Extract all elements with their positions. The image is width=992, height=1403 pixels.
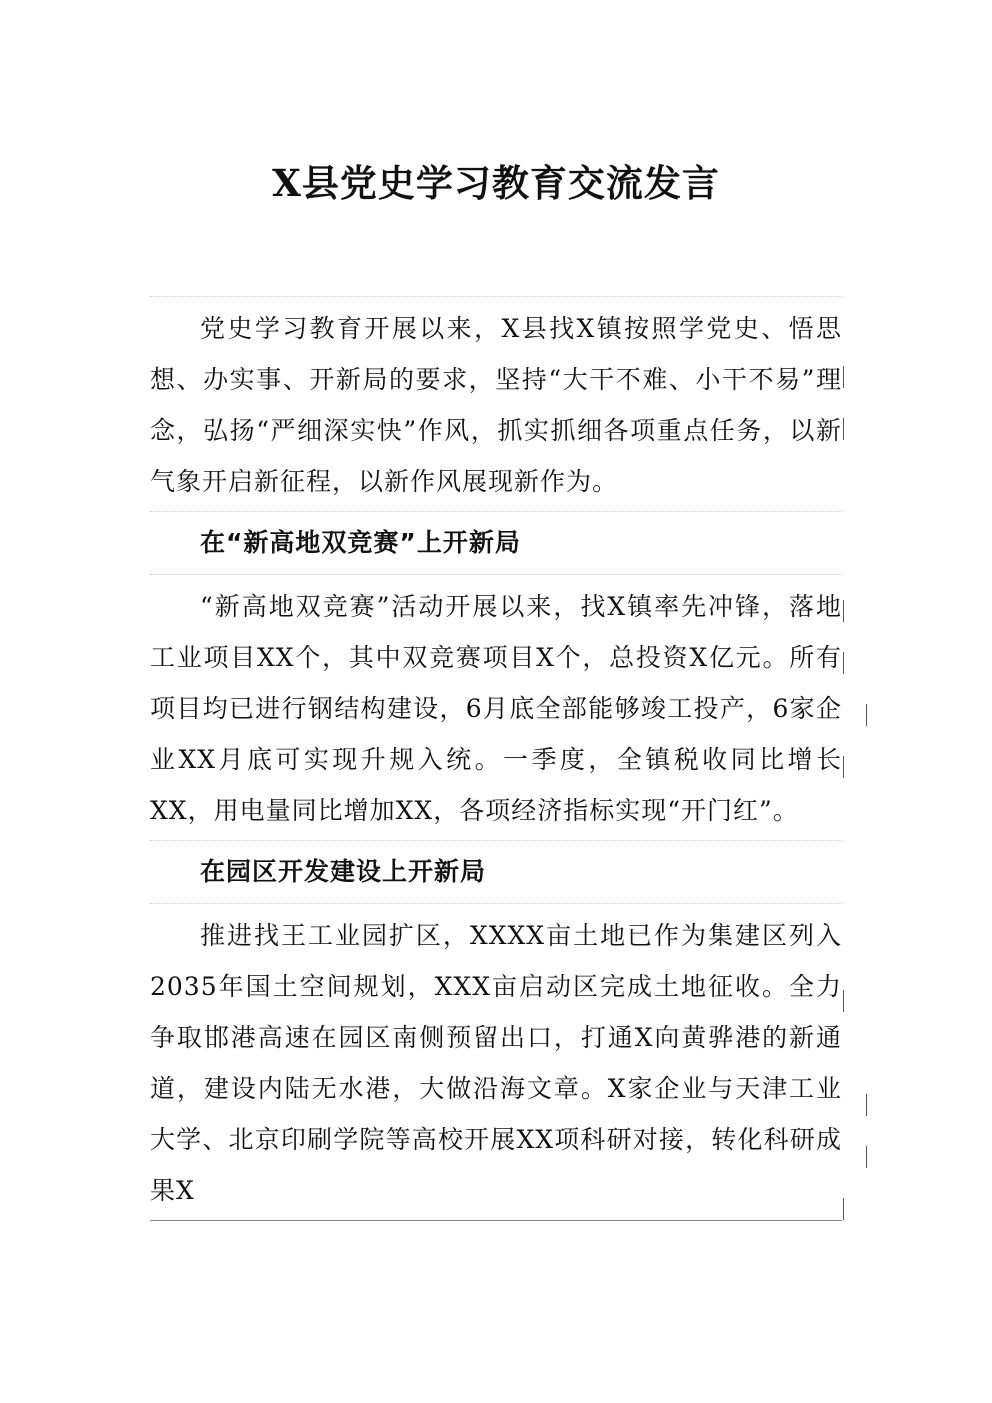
margin-mark	[843, 418, 844, 440]
margin-mark	[843, 366, 844, 388]
document-title: X县党史学习教育交流发言	[272, 161, 720, 205]
margin-mark	[843, 990, 844, 1012]
margin-mark	[843, 652, 844, 674]
intro-paragraph: 党史学习教育开展以来，X县找X镇按照学党史、悟思想、办实事、开新局的要求，坚持“大干不难、小干不易”理念，弘扬“严细深实快”作风，抓实抓细各项重点任务，以新气象开启新征程，以新作风展现新作为。	[150, 296, 842, 511]
section-heading-1: 在“新高地双竞赛”上开新局	[150, 511, 842, 574]
margin-mark	[866, 1094, 867, 1116]
section-paragraph-2: 推进找王工业园扩区，XXXX亩土地已作为集建区列入2035年国土空间规划，XXX亩启动区完成土地征收。全力争取邯港高速在园区南侧预留出口，打通X向黄骅港的新通道，建设内陆无水港，大做沿海文章。X家企业与天津工业大学、北京印刷学院等高校开展XX项科研对接，转化科研成果X	[150, 903, 842, 1221]
margin-mark	[866, 704, 867, 726]
section-paragraph-1: “新高地双竞赛”活动开展以来，找X镇率先冲锋，落地工业项目XX个，其中双竞赛项目X个，总投资X亿元。所有项目均已进行钢结构建设，6月底全部能够竣工投产，6家企业XX月底可实现升规入统。一季度，全镇税收同比增长XX，用电量同比增加XX，各项经济指标实现“开门红”。	[150, 574, 842, 840]
section-heading-2: 在园区开发建设上开新局	[150, 840, 842, 903]
margin-mark	[843, 600, 844, 622]
margin-mark	[843, 1198, 844, 1220]
margin-mark	[843, 756, 844, 778]
margin-mark	[866, 1146, 867, 1168]
document-body	[150, 296, 842, 1221]
